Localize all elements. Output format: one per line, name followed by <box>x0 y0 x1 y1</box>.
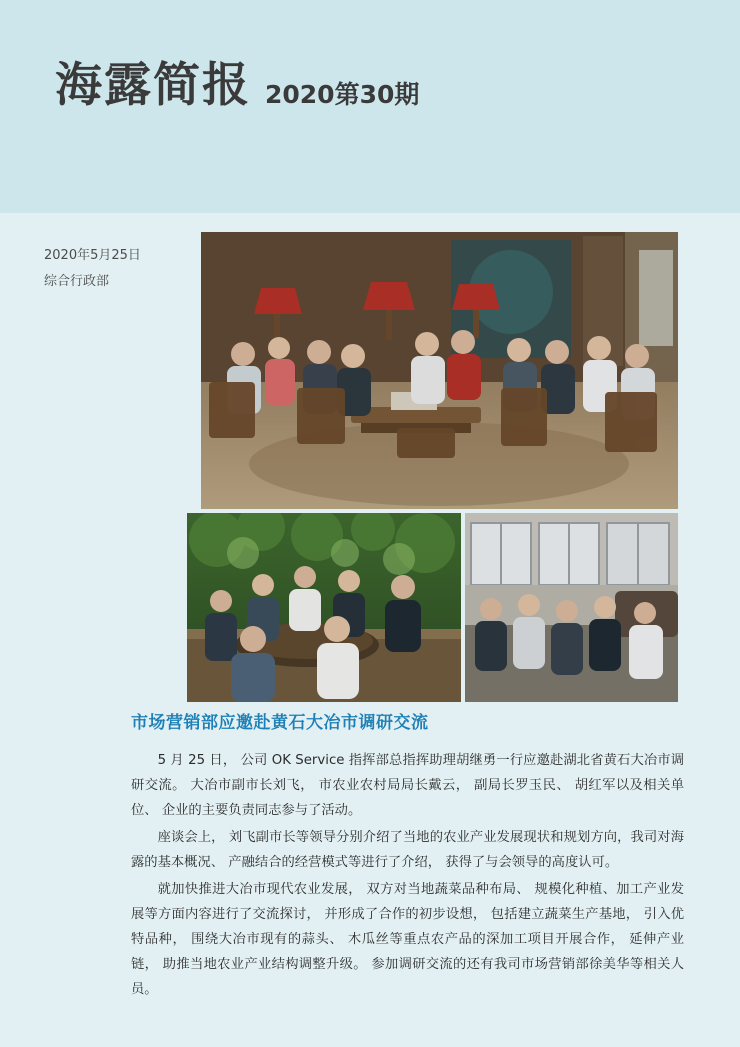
outdoor-tea-discussion-photo <box>187 513 461 702</box>
indoor-seminar-photo <box>465 513 678 702</box>
article-paragraph-2: 座谈会上， 刘飞副市长等领导分别介绍了当地的农业产业发展现状和规划方向，我司对海露的基本概况、 产融结合的经营模式等进行了介绍， 获得了与会领导的高度认可。 <box>131 830 684 871</box>
article-title: 市场营销部应邀赴黄石大冶市调研交流 <box>131 713 429 733</box>
page-title: 海露简报 <box>55 58 251 113</box>
publish-date: 2020年5月25日 <box>44 248 141 263</box>
issue-number: 2020第30期 <box>265 80 420 109</box>
article <box>131 712 684 1004</box>
masthead-band <box>0 0 740 213</box>
article-paragraph-1: 5 月 25 日， 公司 OK Service 指挥部总指挥助理胡继勇一行应邀赴湖北省黄石大冶市调研交流。 大冶市副市长刘飞， 市农业农村局局长戴云， 副局长罗玉民、 胡红军以及相关单位、 企业的主要负责同志参与了活动。 <box>131 753 684 819</box>
issuing-department: 综合行政部 <box>44 274 110 289</box>
meeting-room-large-photo <box>201 232 678 509</box>
masthead <box>55 58 420 113</box>
article-paragraph-3: 就加快推进大冶市现代农业发展， 双方对当地蔬菜品种布局、 规模化种植、加工产业发展等方面内容进行了交流探讨， 并形成了合作的初步设想， 包括建立蔬菜生产基地， 引入优特品种， 围绕大冶市现有的蒜头、 木瓜丝等重点农产品的深加工项目开展合作， 延伸产业链， 助推当地农业产业结构调整升级。 参加调研交流的还有我司市场营销部徐美华等相关人员。 <box>131 882 684 998</box>
meta-column <box>44 243 184 295</box>
